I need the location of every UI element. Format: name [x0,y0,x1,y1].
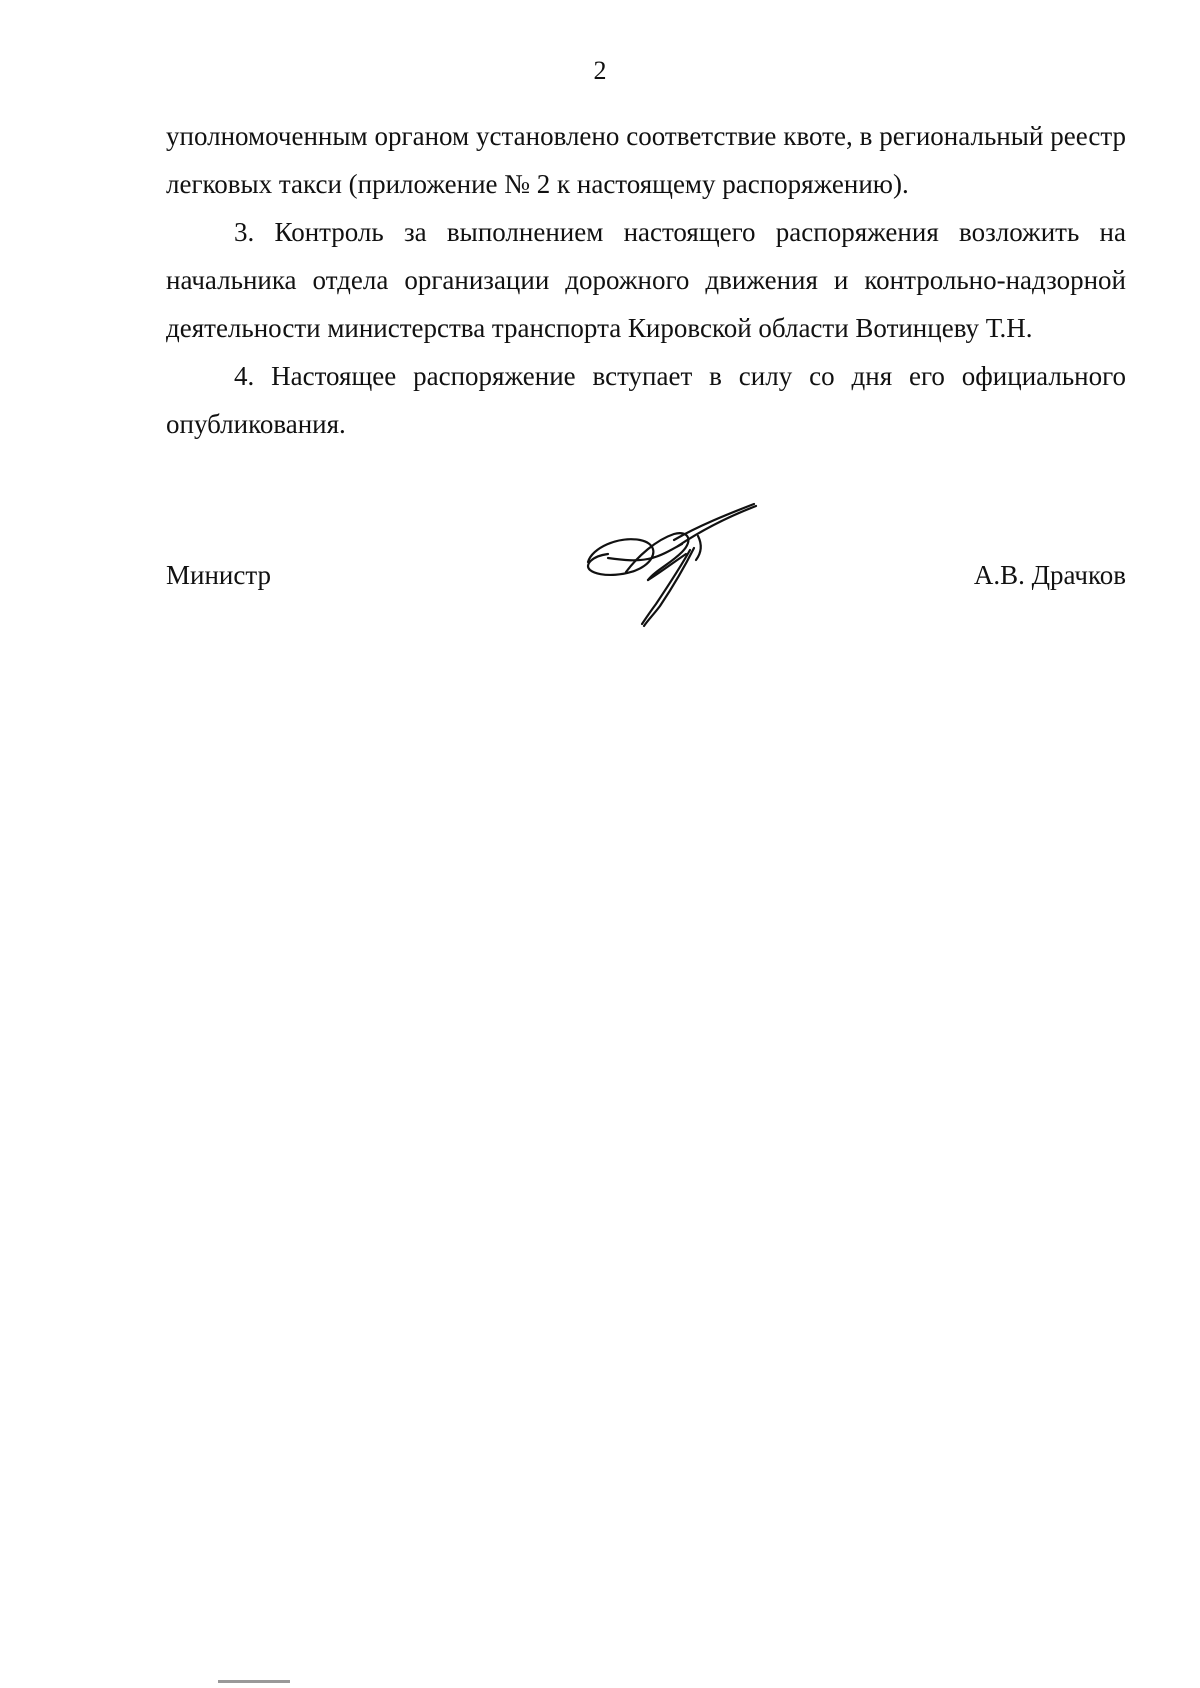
scan-edge-mark [218,1680,290,1683]
signatory-title: Министр [166,560,271,590]
paragraph-continuation: уполномоченным органом установлено соответствие квоте, в региональный реестр легковых такси (приложение № 2 к настоящему распоряжению). [166,121,1126,199]
paragraph-item-4: 4. Настоящее распоряжение вступает в силу со дня его официального опубликования. [166,361,1126,439]
signatory-name: А.В. Драчков [973,560,1126,590]
signature-block [166,500,1126,640]
document-body [166,112,1126,448]
handwritten-signature [578,500,778,630]
page-number: 2 [593,56,607,85]
paragraph-item-3: 3. Контроль за выполнением настоящего распоряжения возложить на начальника отдела организации дорожного движения и контрольно-надзорной деятельности министерства транспорта Кировской области Вотинцеву Т.Н. [166,217,1126,343]
